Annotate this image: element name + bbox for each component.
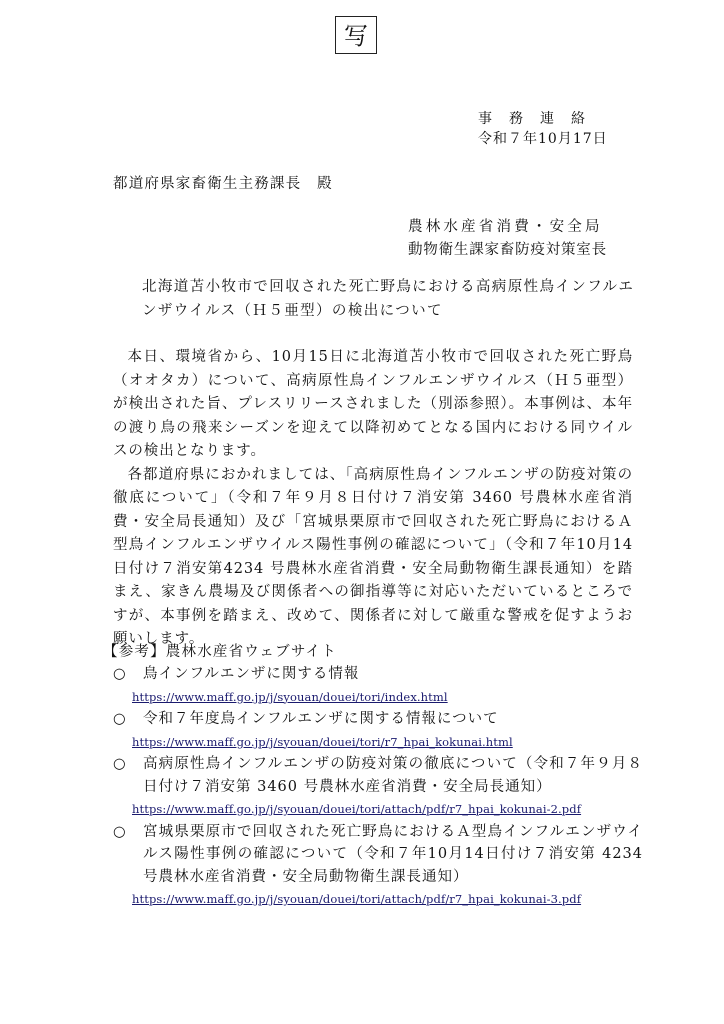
circle-bullet-icon: ○ [113, 756, 126, 772]
reference-link[interactable]: https://www.maff.go.jp/j/syouan/douei/tori/index.html [132, 689, 448, 704]
document-type: 事務連絡 [478, 111, 602, 127]
copy-stamp: 写 [335, 16, 377, 54]
body-paragraph: 本日、環境省から、10月15日に北海道苫小牧市で回収された死亡野鳥（オオタカ）について、高病原性鳥インフルエンザウイルス（Ｈ５亜型）が検出された旨、プレスリリースされました（別添参照）。本事例は、本年の渡り鳥の飛来シーズンを迎えて以降初めてとなる国内における同ウイルスの検出となります。 [113, 349, 633, 459]
reference-title: 高病原性鳥インフルエンザの防疫対策の徹底について（令和７年９月８日付け７消安第 3460 号農林水産省消費・安全局長通知） [143, 756, 643, 795]
reference-item [103, 708, 643, 753]
circle-bullet-icon: ○ [113, 666, 126, 682]
sender-bureau: 農林水産省消費・安全局 [408, 219, 603, 235]
reference-link[interactable]: https://www.maff.go.jp/j/syouan/douei/tori/r7_hpai_kokunai.html [132, 734, 513, 749]
body-paragraph: 各都道府県におかれましては、「高病原性鳥インフルエンザの防疫対策の徹底について」（令和７年９月８日付け７消安第 3460 号農林水産省消費・安全局長通知）及び「宮城県栗原市で回収された死亡野鳥におけるＡ型鳥インフルエンザウイルス陽性事例の確認について」（令和７年10月14日付け７消安第4234 号農林水産省消費・安全局動物衛生課長通知）を踏まえ、家きん農場及び関係者への御指導等に対応いただいているところですが、本事例を踏まえ、改めて、関係者に対して厳重な警戒を促すようお願いします。 [113, 466, 633, 647]
sender-office: 動物衛生課家畜防疫対策室長 [408, 242, 607, 258]
reference-link[interactable]: https://www.maff.go.jp/j/syouan/douei/tori/attach/pdf/r7_hpai_kokunai-2.pdf [132, 802, 582, 816]
references-heading: 【参考】農林水産省ウェブサイト [103, 644, 337, 660]
document-date: 令和７年10月17日 [478, 131, 608, 147]
reference-item [103, 821, 643, 911]
addressee: 都道府県家畜衛生主務課長 殿 [113, 176, 333, 192]
circle-bullet-icon: ○ [113, 823, 126, 840]
body-text [113, 346, 633, 652]
references-list [103, 663, 643, 911]
reference-title: 鳥インフルエンザに関する情報 [143, 666, 360, 682]
reference-item [103, 663, 643, 708]
reference-link[interactable]: https://www.maff.go.jp/j/syouan/douei/tori/attach/pdf/r7_hpai_kokunai-3.pdf [132, 892, 582, 906]
reference-title: 令和７年度鳥インフルエンザに関する情報について [143, 711, 499, 727]
reference-title: 宮城県栗原市で回収された死亡野鳥におけるＡ型鳥インフルエンザウイルス陽性事例の確認について（令和７年10月14日付け７消安第 4234 号農林水産省消費・安全局動物衛生課長通知） [143, 823, 643, 885]
reference-item [103, 753, 643, 821]
circle-bullet-icon: ○ [113, 711, 126, 727]
subject-title: 北海道苫小牧市で回収された死亡野鳥における高病原性鳥インフルエンザウイルス（Ｈ５亜型）の検出について [142, 279, 635, 319]
